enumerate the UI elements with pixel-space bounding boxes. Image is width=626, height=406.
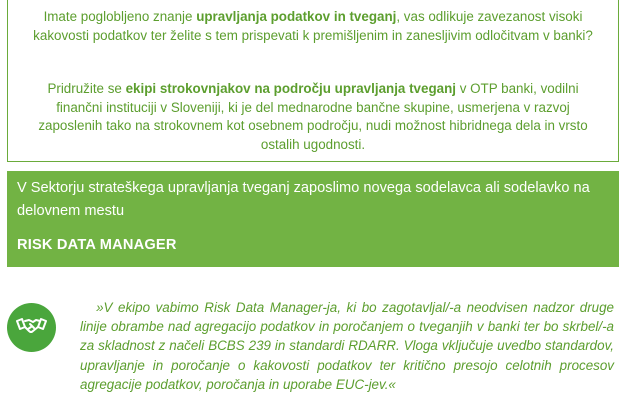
intro-p1-text-end: , vas odlikuje zavezanost visoki kakovosti podatkov ter želite s tem prispevati k premišljenim in zanesljivim odločitvam v banki?: [33, 9, 593, 43]
handshake-icon: [7, 303, 56, 352]
intro-box: [7, 0, 619, 162]
intro-p1-bold: upravljanja podatkov in tveganj: [196, 9, 397, 24]
intro-p2-text-end: v OTP banki, vodilni finančni instituciji v Sloveniji, ki je del mednarodne bančne skupine, usmerjena v razvoj zaposlenih tako na strokovnem kot osebnem področju, nudi možnost hibridnega dela in vrsto ostalih ugodnosti.: [38, 81, 588, 152]
intro-paragraph-1: [24, 8, 602, 45]
intro-p1-text: Imate poglobljeno znanje: [43, 9, 197, 24]
job-banner: [7, 171, 619, 267]
intro-p2-text: Pridružite se: [47, 81, 126, 96]
intro-paragraph-2: [24, 80, 602, 154]
role-quote: »V ekipo vabimo Risk Data Manager-ja, ki bo zagotavljal/-a neodvisen nadzor druge linije obrambe nad agregacijo podatkov in poročanjem o tveganjih v banki ter bo skrbel/-a za skladnost z načeli BCBS 239 in standardi RDARR. Vloga vključuje uvedbo standardov, upravljanje in poročanje o kakovosti podatkov ter kritično presojo celotnih procesov agregacije podatkov, poročanja in uporabe EUC-jev.«: [80, 300, 614, 392]
intro-p2-bold: ekipi strokovnjakov na področju upravljanja tveganj: [125, 81, 456, 96]
banner-lead: V Sektorju strateškega upravljanja tveganj zaposlimo novega sodelavca ali sodelavko na delovnem mestu: [17, 180, 590, 219]
job-title: RISK DATA MANAGER: [17, 237, 177, 253]
